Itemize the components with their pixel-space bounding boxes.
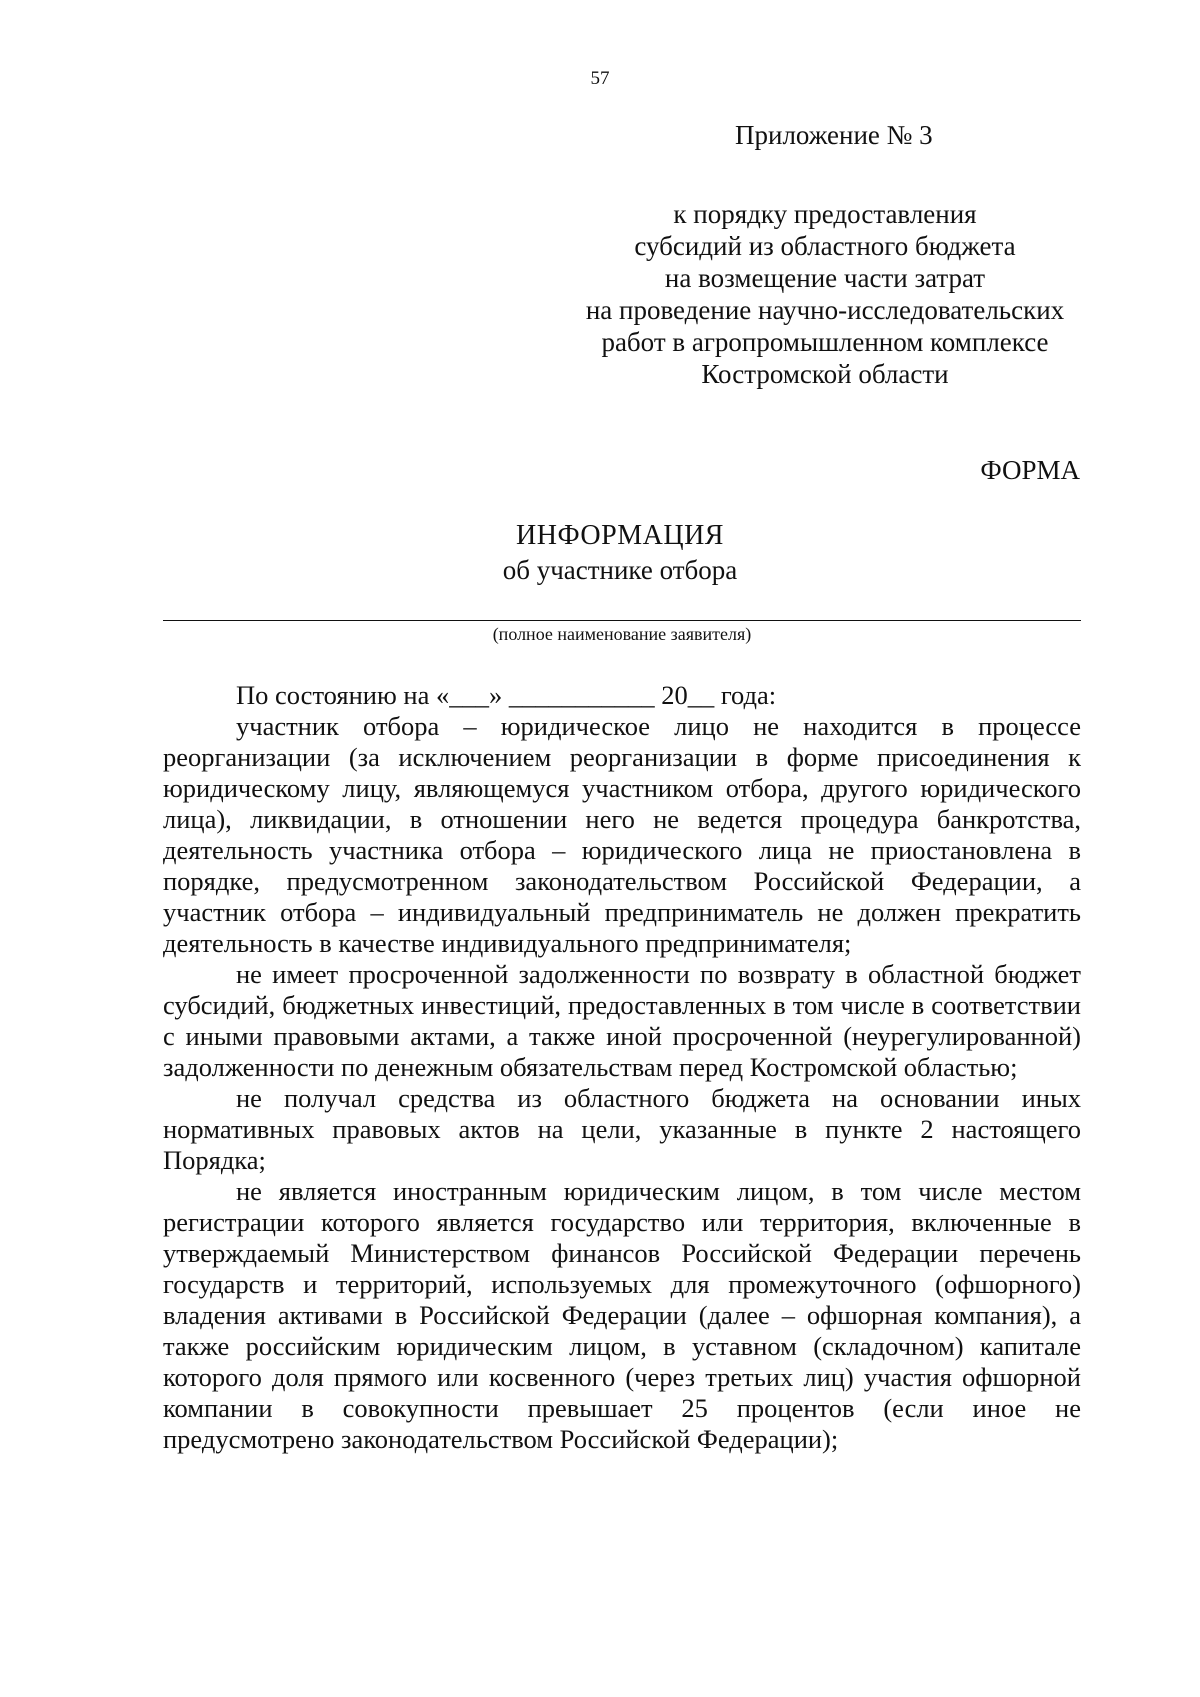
applicant-name-caption: (полное наименование заявителя)	[492, 624, 752, 644]
document-body	[163, 680, 1081, 1455]
applicant-name-line	[163, 620, 1081, 621]
paragraph: участник отбора – юридическое лицо не находится в процессе реорганизации (за исключением реорганизации в форме присоединения к юридическому лицу, являющемуся участником отбора, другого юридического лица), ликвидации, в отношении него не ведется процедура банкротства, деятельность участника отбора – юридического лица не приостановлена в порядке, предусмотренном законодательством Российской Федерации, а участник отбора – индивидуальный предприниматель не должен прекратить деятельность в качестве индивидуального предпринимателя;	[163, 711, 1081, 958]
date-line: По состоянию на «___» ___________ 20__ года:	[236, 680, 777, 710]
paragraph: не является иностранным юридическим лицом, в том числе местом регистрации которого является государство или территория, включенные в утверждаемый Министерством финансов Российской Федерации перечень государств и территорий, используемых для промежуточного (офшорного) владения активами в Российской Федерации (далее – офшорная компания), а также российским юридическим лицом, в уставном (складочном) капитале которого доля прямого или косвенного (через третьих лиц) участия офшорной компании в совокупности превышает 25 процентов (если иное не предусмотрено законодательством Российской Федерации);	[163, 1176, 1081, 1454]
appendix-basis	[555, 198, 1095, 390]
basis-line: субсидий из областного бюджета	[634, 231, 1016, 261]
form-label: ФОРМА	[980, 455, 1080, 485]
basis-line: к порядку предоставления	[673, 199, 977, 229]
basis-line: на возмещение части затрат	[664, 263, 986, 293]
appendix-title: Приложение № 3	[735, 120, 933, 150]
basis-line: на проведение научно-исследовательских	[585, 295, 1065, 325]
paragraph: не получал средства из областного бюджета на основании иных нормативных правовых актов на цели, указанные в пункте 2 настоящего Порядка;	[163, 1083, 1081, 1175]
basis-line: работ в агропромышленном комплексе	[601, 327, 1049, 357]
document-title: ИНФОРМАЦИЯ	[516, 520, 724, 551]
page-number: 57	[590, 68, 610, 89]
paragraph: не имеет просроченной задолженности по возврату в областной бюджет субсидий, бюджетных инвестиций, предоставленных в том числе в соответствии с иными правовыми актами, а также иной просроченной (неурегулированной) задолженности по денежным обязательствам перед Костромской областью;	[163, 959, 1081, 1082]
basis-line: Костромской области	[701, 359, 949, 389]
document-subtitle: об участнике отбора	[502, 555, 738, 585]
